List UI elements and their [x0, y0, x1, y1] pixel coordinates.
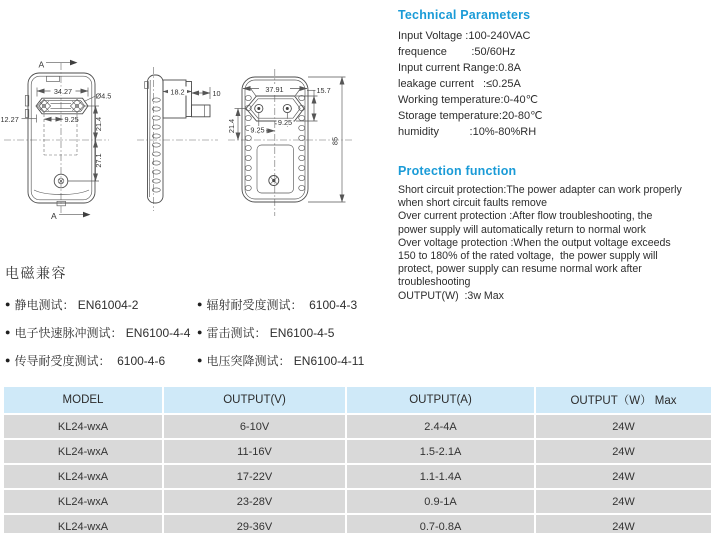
section-label-bottom: A — [51, 211, 57, 221]
protection-line: OUTPUT(W) :3w Max — [398, 289, 504, 302]
emc-test-item — [197, 296, 395, 313]
emc-test-label: 辐射耐受度测试： 6100-4-3 — [206, 298, 358, 312]
cell-model: KL24-wxA — [4, 440, 162, 463]
protection-line: power supply will automatically return to normal work — [398, 223, 646, 236]
protection-line: Over current protection :After flow troubleshooting, the — [398, 210, 653, 223]
dim-front-hole: Ø4.5 — [95, 91, 112, 101]
dim-back-height: 85 — [330, 136, 340, 146]
table-row — [4, 515, 711, 533]
param-line: Working temperature:0-40℃ — [398, 94, 538, 106]
cell-model: KL24-wxA — [4, 515, 162, 533]
protection-line: 150 to 180% of the rated voltage, the power supply will — [398, 250, 658, 263]
emc-title: 电磁兼容 — [5, 265, 67, 281]
cell-output-v: 6-10V — [164, 415, 345, 438]
dim-back-pitch-right: 9.25 — [277, 118, 293, 127]
bullet-icon: ● — [5, 355, 11, 365]
cell-output-a: 2.4-4A — [347, 415, 534, 438]
param-line: Input Voltage :100-240VAC — [398, 30, 531, 42]
emc-test-item — [5, 324, 197, 341]
table-row — [4, 415, 711, 438]
dim-back-pitch-left: 9.25 — [250, 125, 265, 135]
cell-output-w: 24W — [536, 415, 711, 438]
table-row — [4, 490, 711, 513]
technical-parameters-title: Technical Parameters — [398, 8, 531, 22]
dim-front-lower: 27.1 — [93, 153, 103, 168]
header-cell-model: MODEL — [4, 387, 162, 413]
dim-side-depth: 18.2 — [170, 87, 185, 97]
table-row — [4, 440, 711, 463]
protection-line: when short circuit faults remove — [398, 197, 547, 210]
param-line: humidity :10%-80%RH — [398, 126, 537, 138]
dim-back-recess: 15.7 — [316, 86, 331, 95]
bullet-icon: ● — [197, 355, 203, 365]
cell-model: KL24-wxA — [4, 465, 162, 488]
emc-test-label: 雷击测试： EN6100-4-5 — [206, 326, 335, 340]
emc-test-label: 静电测试： EN61004-2 — [14, 298, 139, 312]
cell-model: KL24-wxA — [4, 490, 162, 513]
cell-model: KL24-wxA — [4, 415, 162, 438]
param-line: frequence :50/60Hz — [398, 46, 516, 58]
dim-front-pitch: 9.25 — [64, 115, 79, 125]
cell-output-v: 23-28V — [164, 490, 345, 513]
side-view-drawing — [137, 67, 221, 211]
dim-front-width: 34.27 — [53, 87, 73, 97]
cell-output-a: 1.5-2.1A — [347, 440, 534, 463]
header-cell-output-v: OUTPUT(V) — [164, 387, 345, 413]
cell-output-a: 0.7-0.8A — [347, 515, 534, 533]
cell-output-a: 0.9-1A — [347, 490, 534, 513]
param-line: leakage current :≤0.25A — [398, 78, 521, 90]
dim-side-pin: 10 — [212, 89, 221, 98]
emc-test-list — [5, 296, 395, 369]
dim-back-upper: 21.4 — [226, 118, 236, 134]
param-line: Input current Range:0.8A — [398, 62, 521, 74]
protection-line: Over voltage protection :When the output voltage exceeds — [398, 236, 671, 249]
emc-test-item — [197, 352, 395, 369]
cell-output-w: 24W — [536, 465, 711, 488]
protection-line: protect, power supply can resume normal work after — [398, 263, 642, 276]
emc-test-label: 电子快速脉冲测试： EN6100-4-4 — [14, 326, 191, 340]
dim-front-side: 12.27 — [0, 115, 19, 124]
table-row — [4, 465, 711, 488]
section-label-top: A — [38, 59, 45, 70]
cell-output-w: 24W — [536, 515, 711, 533]
emc-test-item — [5, 352, 197, 369]
front-view-drawing — [1, 60, 112, 222]
cell-output-a: 1.1-1.4A — [347, 465, 534, 488]
cell-output-v: 29-36V — [164, 515, 345, 533]
emc-section — [5, 263, 395, 369]
protection-function-section — [398, 164, 712, 303]
cell-output-w: 24W — [536, 440, 711, 463]
emc-test-label: 电压突降测试： EN6100-4-11 — [206, 354, 365, 368]
bullet-icon: ● — [5, 327, 11, 337]
cell-output-v: 11-16V — [164, 440, 345, 463]
emc-test-item — [197, 324, 395, 341]
bullet-icon: ● — [197, 299, 203, 309]
technical-drawings — [0, 30, 395, 230]
back-view-drawing — [227, 69, 352, 216]
param-line: Storage temperature:20-80℃ — [398, 110, 543, 122]
dim-back-width: 37.91 — [265, 84, 284, 94]
emc-test-item — [5, 296, 197, 313]
bullet-icon: ● — [5, 299, 11, 309]
protection-function-title: Protection function — [398, 164, 517, 178]
technical-parameters-section — [398, 8, 712, 140]
bullet-icon: ● — [197, 327, 203, 337]
cell-output-v: 17-22V — [164, 465, 345, 488]
header-cell-output-w: OUTPUT（W） Max — [536, 387, 711, 413]
header-cell-output-a: OUTPUT(A) — [347, 387, 534, 413]
protection-line: troubleshooting — [398, 276, 471, 289]
cell-output-w: 24W — [536, 490, 711, 513]
table-header-row — [4, 387, 711, 413]
model-output-table — [4, 387, 711, 533]
dim-front-upper: 21.4 — [93, 116, 103, 132]
emc-test-label: 传导耐受度测试： 6100-4-6 — [14, 354, 166, 368]
specs-column — [398, 8, 712, 303]
protection-line: Short circuit protection:The power adapter can work properly — [398, 184, 682, 196]
